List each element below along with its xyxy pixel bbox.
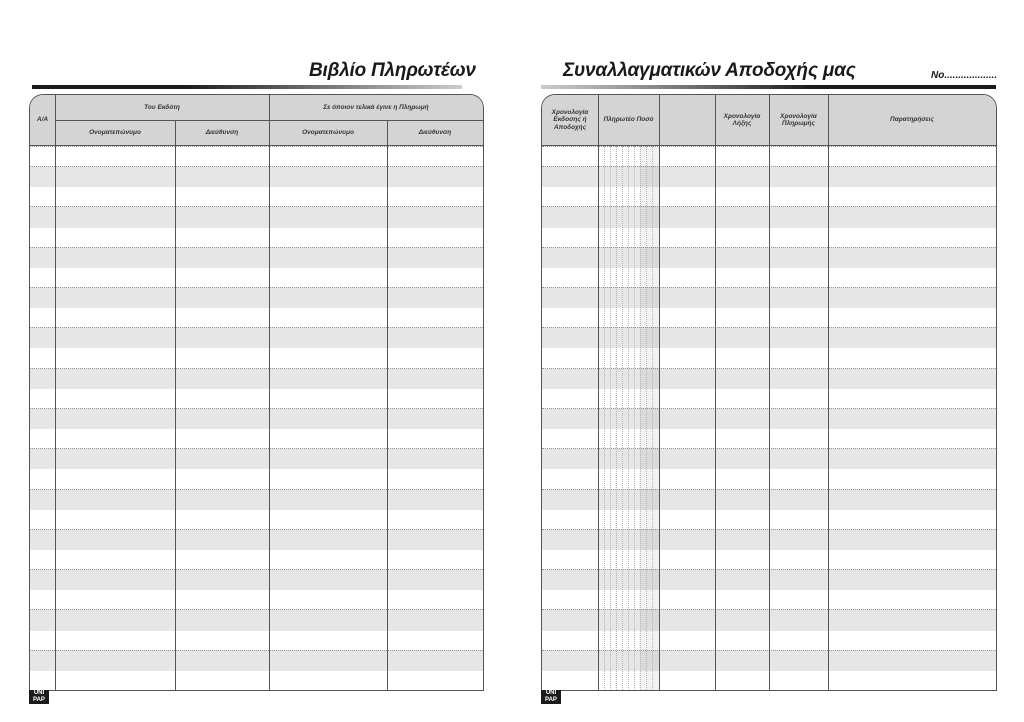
header-aa: Α/Α	[36, 116, 49, 124]
column-divider	[175, 120, 176, 690]
header-issuer-address: Διεύθυνση	[205, 128, 239, 136]
ledger-row	[30, 368, 483, 389]
ledger-row	[30, 468, 483, 489]
left-ledger-rows	[30, 146, 483, 690]
amount-digit-guide	[622, 146, 623, 690]
ledger-row	[30, 630, 483, 651]
ledger-row	[30, 166, 483, 187]
column-divider	[598, 95, 599, 690]
column-divider	[715, 95, 716, 690]
column-divider	[828, 95, 829, 690]
amount-digit-guide	[634, 146, 635, 690]
header-issuer-group: Του Εκδότη	[144, 103, 180, 111]
right-title-rule	[541, 85, 996, 89]
amount-digit-guide	[652, 146, 653, 690]
header-issue-date: Χρονολογία Εκδοσης ή Αποδοχής	[551, 108, 589, 131]
ledger-row	[30, 186, 483, 207]
column-divider	[659, 95, 660, 690]
header-payee-name: Ονοματεπώνυμο	[302, 128, 354, 136]
brand-logo: UNI PAP	[541, 690, 561, 704]
header-amount: Πληρωτέο Ποσό	[603, 116, 654, 124]
header-payment-date: Χρονολογία Πληρωμής	[780, 112, 817, 127]
ledger-row	[30, 408, 483, 429]
brand-logo: UNI PAP	[29, 690, 49, 704]
ledger-row	[30, 549, 483, 570]
ledger-row	[30, 650, 483, 671]
left-ledger-sheet	[29, 94, 484, 691]
ledger-row	[30, 327, 483, 348]
ledger-row	[30, 489, 483, 510]
ledger-row	[30, 287, 483, 308]
amount-digit-guide	[604, 146, 605, 690]
header-blank	[659, 95, 715, 145]
ledger-row	[30, 247, 483, 268]
ledger-row	[30, 227, 483, 248]
header-remarks: Παρατηρήσεις	[890, 116, 934, 124]
ledger-row	[30, 529, 483, 550]
ledger-row	[30, 569, 483, 590]
column-divider	[55, 95, 56, 690]
number-field-label: No...................	[931, 70, 998, 81]
ledger-row	[30, 146, 483, 167]
left-title-rule	[32, 85, 462, 89]
amount-digit-guide	[616, 146, 617, 690]
right-ledger-sheet	[541, 94, 997, 691]
left-header-band	[30, 95, 483, 146]
ledger-row	[30, 670, 483, 691]
header-payee-address: Διεύθυνση	[418, 128, 452, 136]
column-divider	[769, 95, 770, 690]
ledger-row	[30, 267, 483, 288]
right-page-title: Συναλλαγματικών Αποδοχής μας	[563, 60, 856, 81]
ledger-row	[30, 307, 483, 328]
amount-decimal-shade	[640, 146, 659, 690]
ledger-row	[30, 388, 483, 409]
column-divider	[269, 95, 270, 690]
amount-digit-guide	[628, 146, 629, 690]
header-maturity-date: Χρονολογία Λήξης	[723, 112, 761, 127]
left-page-title: Βιβλίο Πληρωτέων	[309, 60, 476, 81]
ledger-row	[30, 589, 483, 610]
ledger-row	[30, 448, 483, 469]
ledger-row	[30, 347, 483, 368]
ledger-row	[30, 206, 483, 227]
ledger-row	[30, 428, 483, 449]
amount-digit-guide	[640, 146, 641, 690]
amount-digit-guide	[610, 146, 611, 690]
header-payee-group: Σε όποιον τελικά έγινε η Πληρωμή	[323, 103, 429, 111]
column-divider	[387, 120, 388, 690]
amount-digit-guide	[646, 146, 647, 690]
header-issuer-name: Ονοματεπώνυμο	[89, 128, 141, 136]
ledger-row	[30, 509, 483, 530]
ledger-row	[30, 609, 483, 630]
